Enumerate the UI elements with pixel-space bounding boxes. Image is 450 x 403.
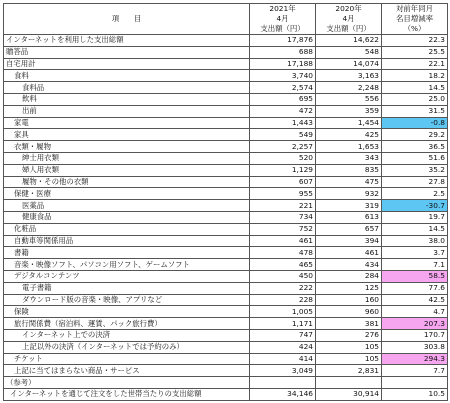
row-value-2021: 1,443 <box>250 117 316 129</box>
row-value-2021: 955 <box>250 188 316 200</box>
row-value-2021: 222 <box>250 282 316 294</box>
table-row <box>4 129 448 141</box>
table-row <box>4 200 448 212</box>
row-change: 207.3 <box>382 318 448 330</box>
header-change-line1: 対前年同月 <box>396 4 433 13</box>
reference-label: （参考） <box>4 377 250 389</box>
row-value-2021: 695 <box>250 93 316 105</box>
table-row <box>4 82 448 94</box>
table-row <box>4 247 448 259</box>
row-value-2021: 549 <box>250 129 316 141</box>
spending-table-container <box>3 3 447 401</box>
row-value-2020: 14,074 <box>316 58 382 70</box>
table-row <box>4 329 448 341</box>
table-row <box>4 282 448 294</box>
row-change: 51.6 <box>382 152 448 164</box>
row-value-2021: 747 <box>250 329 316 341</box>
row-value-2021: 688 <box>250 46 316 58</box>
spending-table <box>3 3 448 377</box>
row-value-2021: 607 <box>250 176 316 188</box>
reference-blank-1 <box>250 377 316 389</box>
row-label: 音楽・映像ソフト、パソコン用ソフト、ゲームソフト <box>4 259 250 271</box>
row-change: 14.5 <box>382 82 448 94</box>
row-label: 電子書籍 <box>4 282 250 294</box>
row-value-2020: 932 <box>316 188 382 200</box>
header-2020 <box>316 4 382 35</box>
row-change: 36.5 <box>382 141 448 153</box>
row-change: 42.5 <box>382 294 448 306</box>
row-value-2021: 1,171 <box>250 318 316 330</box>
row-label: インターネット上での決済 <box>4 329 250 341</box>
row-value-2020: 105 <box>316 341 382 353</box>
row-label: 贈答品 <box>4 46 250 58</box>
row-value-2021: 1,005 <box>250 306 316 318</box>
header-item: 項 目 <box>4 4 250 35</box>
row-change: 22.3 <box>382 35 448 47</box>
table-row <box>4 353 448 365</box>
row-change: 170.7 <box>382 329 448 341</box>
row-value-2020: 461 <box>316 247 382 259</box>
table-row <box>4 211 448 223</box>
row-change: 2.5 <box>382 188 448 200</box>
table-row <box>4 294 448 306</box>
row-label: 衣類・履物 <box>4 141 250 153</box>
header-2020-unit: 支出額（円） <box>326 24 371 33</box>
reference-row-2020: 30,914 <box>316 388 382 400</box>
row-value-2021: 2,574 <box>250 82 316 94</box>
row-label: 健康食品 <box>4 211 250 223</box>
row-value-2021: 2,257 <box>250 141 316 153</box>
table-row <box>4 235 448 247</box>
table-row <box>4 306 448 318</box>
row-value-2020: 343 <box>316 152 382 164</box>
row-value-2020: 475 <box>316 176 382 188</box>
table-row <box>4 164 448 176</box>
table-row <box>4 105 448 117</box>
table-row <box>4 58 448 70</box>
row-label: 書籍 <box>4 247 250 259</box>
row-value-2020: 319 <box>316 200 382 212</box>
row-change: 19.7 <box>382 211 448 223</box>
row-label: 自動車等関係用品 <box>4 235 250 247</box>
row-value-2020: 381 <box>316 318 382 330</box>
row-change: -0.8 <box>382 117 448 129</box>
row-value-2020: 2,248 <box>316 82 382 94</box>
row-value-2020: 434 <box>316 259 382 271</box>
table-row <box>4 188 448 200</box>
table-row <box>4 70 448 82</box>
table-row <box>4 35 448 47</box>
row-value-2020: 960 <box>316 306 382 318</box>
row-value-2020: 1,454 <box>316 117 382 129</box>
row-value-2021: 734 <box>250 211 316 223</box>
row-value-2021: 228 <box>250 294 316 306</box>
row-change: 27.8 <box>382 176 448 188</box>
row-value-2021: 450 <box>250 270 316 282</box>
row-change: 7.1 <box>382 259 448 271</box>
row-label: ダウンロード版の音楽・映像、アプリなど <box>4 294 250 306</box>
row-value-2020: 657 <box>316 223 382 235</box>
row-value-2020: 359 <box>316 105 382 117</box>
row-value-2021: 3,049 <box>250 365 316 377</box>
row-value-2020: 14,622 <box>316 35 382 47</box>
row-value-2021: 17,188 <box>250 58 316 70</box>
row-change: 3.7 <box>382 247 448 259</box>
table-row <box>4 341 448 353</box>
row-label: チケット <box>4 353 250 365</box>
row-change: 58.5 <box>382 270 448 282</box>
row-change: -30.7 <box>382 200 448 212</box>
row-change: 29.2 <box>382 129 448 141</box>
row-value-2021: 3,740 <box>250 70 316 82</box>
table-row <box>4 152 448 164</box>
table-row <box>4 365 448 377</box>
row-value-2021: 221 <box>250 200 316 212</box>
table-row <box>4 176 448 188</box>
row-label: 出前 <box>4 105 250 117</box>
reference-row-label: インターネットを通じて注文をした世帯当たりの支出総額 <box>4 388 250 400</box>
row-label: 上記に当てはまらない商品・サービス <box>4 365 250 377</box>
row-value-2020: 835 <box>316 164 382 176</box>
row-value-2020: 394 <box>316 235 382 247</box>
table-row <box>4 117 448 129</box>
header-2020-month: 4月 <box>342 14 355 23</box>
row-label: 医薬品 <box>4 200 250 212</box>
header-change-line2: 名目増減率 <box>396 14 433 23</box>
reference-table <box>3 376 448 401</box>
row-value-2020: 548 <box>316 46 382 58</box>
row-change: 7.7 <box>382 365 448 377</box>
row-value-2021: 1,129 <box>250 164 316 176</box>
table-row <box>4 141 448 153</box>
header-2021-year: 2021年 <box>269 4 296 13</box>
row-label: 食料 <box>4 70 250 82</box>
row-label: 飲料 <box>4 93 250 105</box>
row-value-2021: 752 <box>250 223 316 235</box>
table-row <box>4 46 448 58</box>
row-change: 303.8 <box>382 341 448 353</box>
row-value-2020: 613 <box>316 211 382 223</box>
row-label: 履物・その他の衣類 <box>4 176 250 188</box>
row-value-2020: 3,163 <box>316 70 382 82</box>
table-row <box>4 270 448 282</box>
reference-label-row <box>4 377 448 389</box>
row-label: 旅行関係費（宿泊料、運賃、パック旅行費） <box>4 318 250 330</box>
row-label: 自宅用計 <box>4 58 250 70</box>
row-label: インターネットを利用した支出総額 <box>4 35 250 47</box>
row-label: 化粧品 <box>4 223 250 235</box>
reference-blank-3 <box>382 377 448 389</box>
row-value-2021: 424 <box>250 341 316 353</box>
header-2021-unit: 支出額（円） <box>260 24 305 33</box>
row-change: 25.5 <box>382 46 448 58</box>
row-value-2020: 556 <box>316 93 382 105</box>
row-value-2021: 461 <box>250 235 316 247</box>
header-2021-month: 4月 <box>276 14 289 23</box>
row-value-2021: 17,876 <box>250 35 316 47</box>
header-2021 <box>250 4 316 35</box>
table-row <box>4 93 448 105</box>
table-header-row <box>4 4 448 35</box>
table-row <box>4 223 448 235</box>
row-change: 31.5 <box>382 105 448 117</box>
row-value-2020: 160 <box>316 294 382 306</box>
reference-row-2021: 34,146 <box>250 388 316 400</box>
row-value-2020: 284 <box>316 270 382 282</box>
reference-row <box>4 388 448 400</box>
row-change: 38.0 <box>382 235 448 247</box>
row-value-2021: 465 <box>250 259 316 271</box>
row-label: 紳士用衣類 <box>4 152 250 164</box>
row-label: 上記以外の決済（インターネットでは予約のみ） <box>4 341 250 353</box>
row-label: 食料品 <box>4 82 250 94</box>
row-change: 35.2 <box>382 164 448 176</box>
row-value-2020: 125 <box>316 282 382 294</box>
row-value-2021: 520 <box>250 152 316 164</box>
reference-blank-2 <box>316 377 382 389</box>
header-change-line3: （%） <box>403 24 426 33</box>
row-change: 22.1 <box>382 58 448 70</box>
row-value-2020: 105 <box>316 353 382 365</box>
row-change: 77.6 <box>382 282 448 294</box>
row-label: 保険 <box>4 306 250 318</box>
row-value-2020: 1,653 <box>316 141 382 153</box>
reference-row-change: 10.5 <box>382 388 448 400</box>
header-change <box>382 4 448 35</box>
row-label: 家電 <box>4 117 250 129</box>
row-label: 保健・医療 <box>4 188 250 200</box>
row-change: 25.0 <box>382 93 448 105</box>
row-value-2021: 472 <box>250 105 316 117</box>
row-value-2020: 276 <box>316 329 382 341</box>
row-label: 婦人用衣類 <box>4 164 250 176</box>
row-change: 14.5 <box>382 223 448 235</box>
row-label: デジタルコンテンツ <box>4 270 250 282</box>
row-value-2020: 2,831 <box>316 365 382 377</box>
row-change: 4.7 <box>382 306 448 318</box>
row-change: 18.2 <box>382 70 448 82</box>
header-2020-year: 2020年 <box>335 4 362 13</box>
row-value-2021: 478 <box>250 247 316 259</box>
row-change: 294.3 <box>382 353 448 365</box>
row-value-2021: 414 <box>250 353 316 365</box>
table-row <box>4 259 448 271</box>
row-label: 家具 <box>4 129 250 141</box>
table-row <box>4 318 448 330</box>
row-value-2020: 425 <box>316 129 382 141</box>
